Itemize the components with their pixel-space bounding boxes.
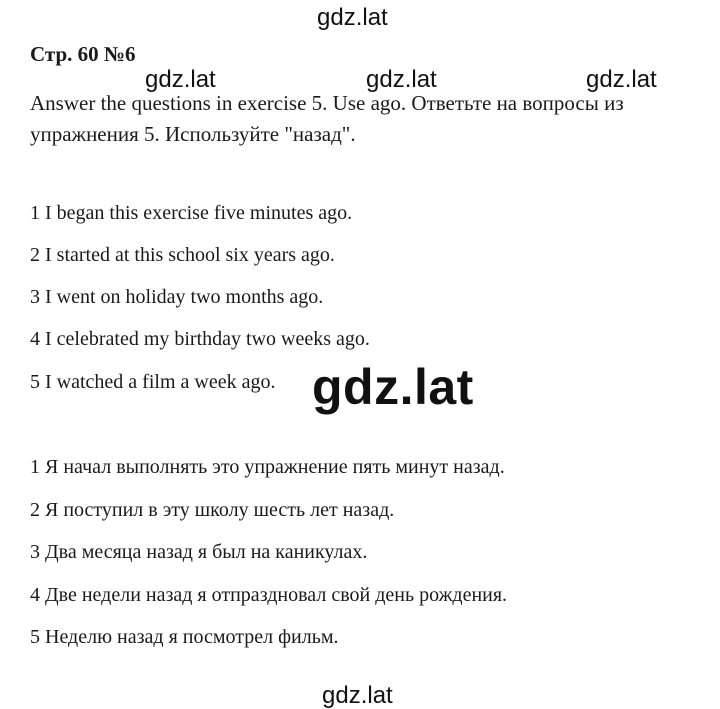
russian-answer-1: 1 Я начал выполнять это упражнение пять минут назад. bbox=[30, 456, 505, 478]
watermark-bottom: gdz.lat bbox=[322, 682, 393, 709]
russian-answer-3: 3 Два месяца назад я был на каникулах. bbox=[30, 541, 368, 563]
russian-answer-2: 2 Я поступил в эту школу шесть лет назад. bbox=[30, 499, 395, 521]
russian-answer-4: 4 Две недели назад я отпраздновал свой день рождения. bbox=[30, 584, 508, 606]
watermark-top: gdz.lat bbox=[317, 4, 388, 31]
page-title: Стр. 60 №6 bbox=[30, 42, 136, 66]
english-answer-2: 2 I started at this school six years ago. bbox=[30, 244, 335, 266]
english-answer-1: 1 I began this exercise five minutes ago. bbox=[30, 202, 353, 224]
russian-answer-5: 5 Неделю назад я посмотрел фильм. bbox=[30, 626, 339, 648]
english-answer-5: 5 I watched a film a week ago. bbox=[30, 371, 276, 393]
watermark-row-right: gdz.lat bbox=[586, 66, 657, 93]
english-answer-3: 3 I went on holiday two months ago. bbox=[30, 286, 324, 308]
task-instructions: Answer the questions in exercise 5. Use ago. Ответьте на вопросы из упражнения 5. Используйте "назад". bbox=[30, 91, 624, 146]
watermark-row-center: gdz.lat bbox=[366, 66, 437, 93]
watermark-row-left: gdz.lat bbox=[145, 66, 216, 93]
english-answer-4: 4 I celebrated my birthday two weeks ago. bbox=[30, 328, 370, 350]
watermark-large: gdz.lat bbox=[312, 359, 474, 415]
